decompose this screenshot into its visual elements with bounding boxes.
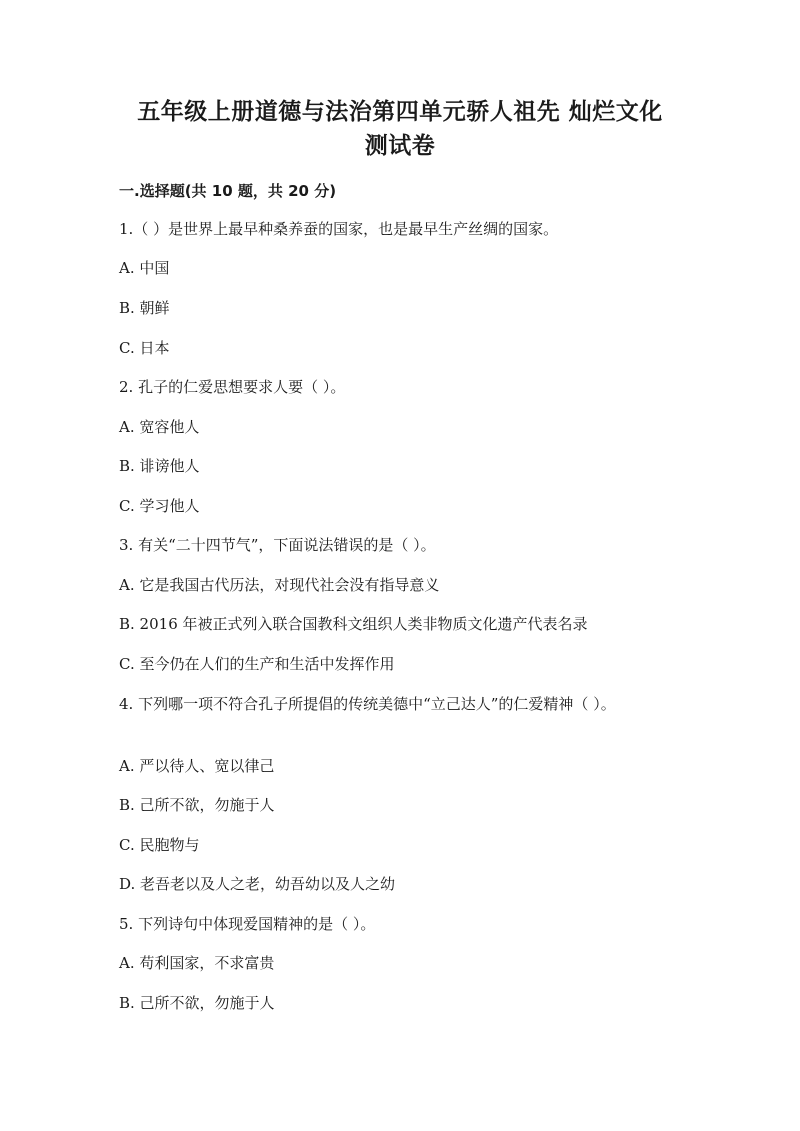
- section-heading: 一.选择题(共 10 题，共 20 分): [119, 182, 337, 200]
- question-2-stem: 2. 孔子的仁爱思想要求人要（ ）。: [119, 378, 346, 396]
- question-3-option-c: C. 至今仍在人们的生产和生活中发挥作用: [119, 655, 395, 673]
- question-3-stem: 3. 有关“二十四节气”，下面说法错误的是（ ）。: [119, 536, 436, 554]
- question-5-option-b: B. 己所不欲，勿施于人: [119, 994, 275, 1012]
- question-4-option-b: B. 己所不欲，勿施于人: [119, 796, 275, 814]
- question-4-option-d: D. 老吾老以及人之老，幼吾幼以及人之幼: [119, 875, 396, 893]
- question-4-stem: 4. 下列哪一项不符合孔子所提倡的传统美德中“立己达人”的仁爱精神（ ）。: [119, 695, 616, 713]
- question-1-stem: 1.（ ）是世界上最早种桑养蚕的国家，也是最早生产丝绸的国家。: [119, 220, 559, 238]
- question-3-option-a: A. 它是我国古代历法，对现代社会没有指导意义: [119, 576, 440, 594]
- question-2-option-c: C. 学习他人: [119, 497, 200, 515]
- question-3-option-b: B. 2016 年被正式列入联合国教科文组织人类非物质文化遗产代表名录: [119, 615, 588, 633]
- document-title-line-2: 测试卷: [364, 133, 436, 159]
- question-5-stem: 5. 下列诗句中体现爱国精神的是（ ）。: [119, 915, 376, 933]
- question-1-option-c: C. 日本: [119, 339, 170, 357]
- question-2-option-b: B. 诽谤他人: [119, 457, 200, 475]
- question-2-option-a: A. 宽容他人: [119, 418, 200, 436]
- question-5-option-a: A. 苟利国家，不求富贵: [119, 954, 275, 972]
- question-1-option-a: A. 中国: [119, 259, 170, 277]
- question-4-option-a: A. 严以待人、宽以律己: [119, 757, 275, 775]
- question-1-option-b: B. 朝鲜: [119, 299, 170, 317]
- document-title-line-1: 五年级上册道德与法治第四单元骄人祖先 灿烂文化: [137, 99, 663, 125]
- question-4-option-c: C. 民胞物与: [119, 836, 200, 854]
